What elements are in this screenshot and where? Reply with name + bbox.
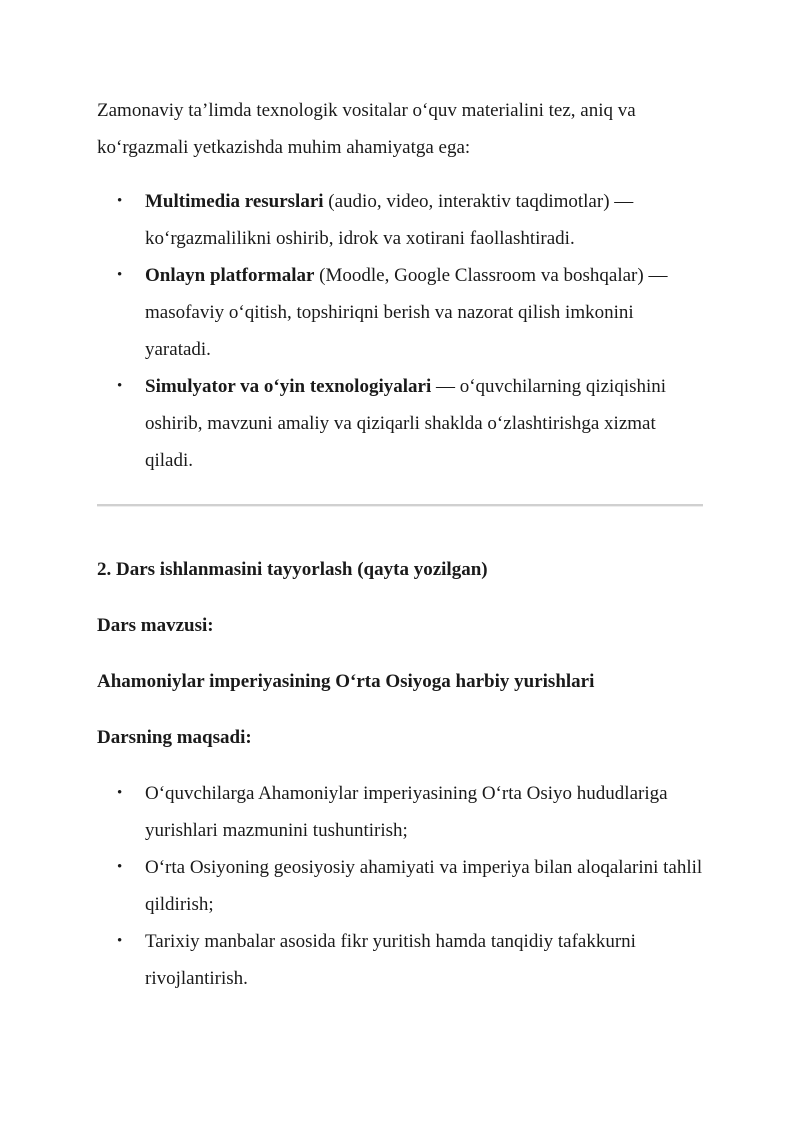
list-item — [97, 849, 703, 923]
list-item-term: Multimedia resurslari — [145, 191, 324, 212]
bullet-icon: • — [117, 785, 123, 801]
list-item — [97, 257, 703, 368]
section-title: 2. Dars ishlanmasini tayyorlash (qayta yozilgan) — [97, 559, 488, 580]
list-item-text: Tarixiy manbalar asosida fikr yuritish hamda tanqidiy tafakkurni rivojlantirish. — [145, 931, 636, 989]
list-item-term: Onlayn platformalar — [145, 265, 315, 286]
list-item — [97, 923, 703, 997]
bullet-icon: • — [117, 267, 123, 283]
list-item — [97, 775, 703, 849]
list-item-term: Simulyator va o‘yin texnologiyalari — [145, 376, 432, 397]
list-item-text: O‘rta Osiyoning geosiyosiy ahamiyati va imperiya bilan aloqalarini tahlil qildirish; — [145, 857, 703, 915]
goals-label: Darsning maqsadi: — [97, 727, 252, 748]
topic-title: Ahamoniylar imperiyasining O‘rta Osiyoga harbiy yurishlari — [97, 671, 595, 692]
list-item-text: (Moodle, Google Classroom va boshqalar) — masofaviy o‘qitish, topshiriqni berish va nazorat qilish imkonini yaratadi. — [145, 265, 668, 360]
bullet-icon: • — [117, 378, 123, 394]
list-item-text: O‘quvchilarga Ahamoniylar imperiyasining O‘rta Osiyo hududlariga yurishlari mazmunini tushuntirish; — [145, 783, 668, 841]
list-item — [97, 183, 703, 257]
document-body-part2 — [97, 551, 703, 997]
intro-paragraph: Zamonaviy ta’limda texnologik vositalar o‘quv materialini tez, aniq va ko‘rgazmali yetkazishda muhim ahamiyatga ega: — [97, 100, 636, 158]
list-item-text: (audio, video, interaktiv taqdimotlar) — ko‘rgazmalilikni oshirib, idrok va xotirani faollashtiradi. — [145, 191, 634, 249]
bullet-icon: • — [117, 193, 123, 209]
list-item-text: — o‘quvchilarning qiziqishini oshirib, mavzuni amaliy va qiziqarli shaklda o‘zlashtirishga xizmat qiladi. — [145, 376, 667, 471]
bullet-icon: • — [117, 859, 123, 875]
list-item — [97, 368, 703, 479]
bullet-icon: • — [117, 933, 123, 949]
tools-list — [97, 183, 703, 479]
horizontal-divider — [97, 504, 703, 507]
document-body-part1 — [97, 92, 703, 479]
topic-label: Dars mavzusi: — [97, 615, 214, 636]
goals-list — [97, 775, 703, 997]
